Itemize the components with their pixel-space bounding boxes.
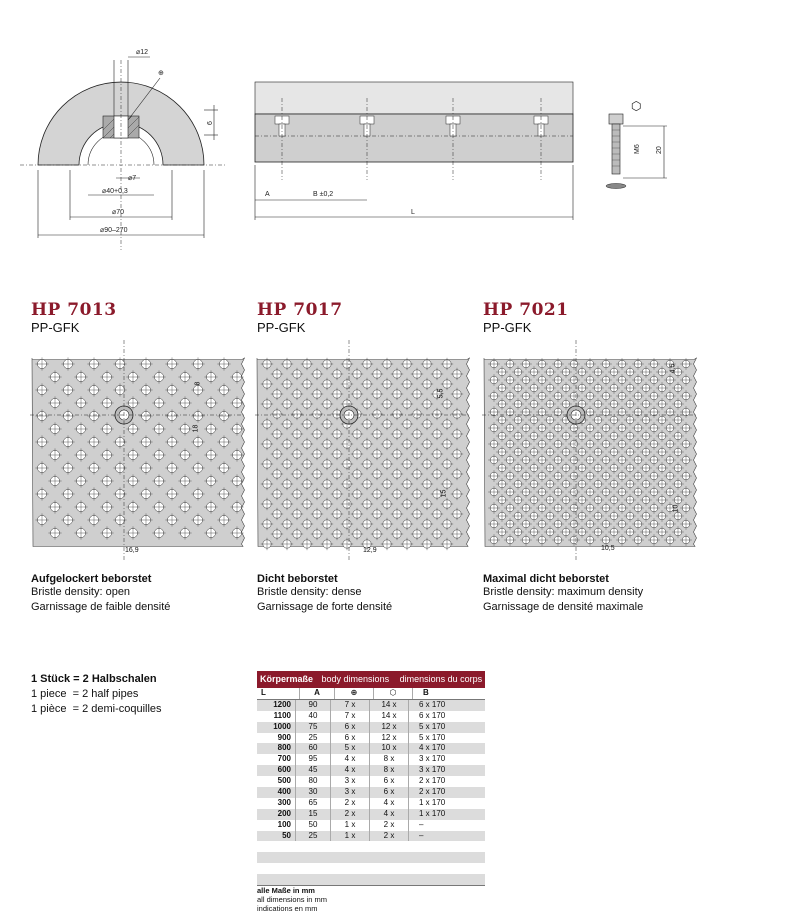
table-row (257, 776, 485, 787)
dim-7013-b: 18 (192, 424, 200, 433)
table-cell: 4 x (370, 798, 409, 809)
table-cell: 3 x 170 (419, 754, 446, 764)
table-cell: 45 (296, 765, 331, 776)
model-title: HP 7021 (483, 300, 569, 320)
table-row (257, 754, 485, 765)
col-b: B (423, 688, 429, 697)
table-cell: 100 (257, 820, 296, 831)
units-note (257, 886, 327, 913)
table-cell: – (419, 830, 424, 840)
table-cell: 800 (257, 743, 296, 754)
caption-fr: Garnissage de forte densité (257, 601, 393, 613)
table-cell: 3 x 170 (419, 765, 446, 775)
model-material: PP-GFK (257, 320, 306, 335)
dim-b: B ±0,2 (313, 191, 334, 198)
table-row (257, 722, 485, 733)
table-cell: 1 x (331, 831, 370, 842)
table-cell: 6 x (331, 722, 370, 733)
table-cell: 4 x (331, 754, 370, 765)
pattern-hp7017 (255, 340, 470, 565)
table-cell: 300 (257, 798, 296, 809)
dim-mid: ⌀70 (112, 209, 125, 216)
col-hex: ⬡ (374, 688, 413, 699)
table-cell: 3 x (331, 776, 370, 787)
table-cell: 700 (257, 754, 296, 765)
caption-de: Maximal dicht beborstet (483, 573, 609, 585)
unit-de: alle Maße in mm (257, 886, 315, 895)
table-row (257, 711, 485, 722)
table-cell: 95 (296, 754, 331, 765)
table-cell: 60 (296, 743, 331, 754)
model-material: PP-GFK (31, 320, 80, 335)
model-material: PP-GFK (483, 320, 532, 335)
col-bolt: ⊕ (335, 688, 374, 699)
side-view-drawing (245, 70, 585, 230)
table-cell: 5 x 170 (419, 732, 446, 742)
table-cell: 15 (296, 809, 331, 820)
table-cell: 200 (257, 809, 296, 820)
caption-en: Bristle density: open (31, 586, 131, 598)
table-cell: 30 (296, 787, 331, 798)
model-title: HP 7017 (257, 300, 343, 320)
table-cell: 500 (257, 776, 296, 787)
table-body (257, 700, 485, 842)
unit-en: all dimensions in mm (257, 895, 328, 904)
table-cell: 50 (296, 820, 331, 831)
table-filler (257, 841, 485, 886)
table-cell: 1100 (257, 711, 296, 722)
table-cell: 25 (296, 733, 331, 744)
table-cell: 2 x (370, 820, 409, 831)
table-cell: 3 x (331, 787, 370, 798)
table-row (257, 733, 485, 744)
dim-7021-a: 4,5 (669, 363, 677, 374)
note-fr: 1 pièce = 2 demi-coquilles (31, 703, 162, 715)
table-row (257, 820, 485, 831)
table-header (257, 671, 485, 688)
dim-l: L (411, 209, 415, 216)
table-cell: 6 x 170 (419, 710, 446, 720)
table-cell: 1 x 170 (419, 808, 446, 818)
note-en: 1 piece = 2 half pipes (31, 688, 139, 700)
dim-7017-c: 12,9 (363, 547, 377, 554)
table-cell: 4 x 170 (419, 743, 446, 753)
table-cell: 14 x (370, 700, 409, 711)
model-hp7013 (31, 300, 117, 335)
model-hp7017 (257, 300, 343, 335)
pattern-hp7021 (482, 340, 697, 565)
table-cell: 12 x (370, 733, 409, 744)
table-cell: 2 x 170 (419, 787, 446, 797)
table-cell: 25 (296, 831, 331, 842)
table-row (257, 809, 485, 820)
table-cell: 12 x (370, 722, 409, 733)
hex-symbol: ⬡ (631, 99, 642, 113)
table-cell: 4 x (370, 809, 409, 820)
dim-length: 20 (656, 146, 663, 154)
table-row (257, 798, 485, 809)
caption-de: Aufgelockert beborstet (31, 573, 152, 585)
table-cell: 2 x (370, 831, 409, 842)
table-cell: 4 x (331, 765, 370, 776)
caption-fr: Garnissage de densité maximale (483, 601, 644, 613)
col-l: L (257, 688, 300, 699)
dim-7021-b: 10 (672, 504, 680, 513)
dim-7021-c: 10,5 (601, 545, 615, 552)
table-cell: 1200 (257, 700, 296, 711)
table-cell: 80 (296, 776, 331, 787)
table-cell: 7 x (331, 700, 370, 711)
dim-7017-b: 15 (440, 489, 448, 498)
dim-7013-c: 16,9 (125, 547, 139, 554)
table-cell: 7 x (331, 711, 370, 722)
table-cell: – (419, 819, 424, 829)
table-cell: 90 (296, 700, 331, 711)
caption-fr: Garnissage de faible densité (31, 601, 171, 613)
table-cell: 2 x 170 (419, 776, 446, 786)
table-cell: 1000 (257, 722, 296, 733)
caption-en: Bristle density: maximum density (483, 586, 644, 598)
unit-fr: indications en mm (257, 904, 318, 913)
dim-thread: M6 (634, 144, 641, 154)
table-cell: 10 x (370, 743, 409, 754)
body-dimensions-table (257, 671, 485, 886)
table-cell: 2 x (331, 809, 370, 820)
dim-bore: ⌀40+0,3 (102, 188, 128, 195)
table-cell: 65 (296, 798, 331, 809)
caption-de: Dicht beborstet (257, 573, 338, 585)
caption-hp7017 (257, 573, 392, 615)
note-de: 1 Stück = 2 Halbschalen (31, 673, 157, 685)
table-title-de: Körpermaße (260, 674, 314, 684)
screw-drawing (595, 90, 675, 210)
table-cell: 1 x 170 (419, 797, 446, 807)
dim-hole: ⌀12 (136, 49, 149, 56)
model-title: HP 7013 (31, 300, 117, 320)
table-cell: 50 (257, 831, 296, 842)
table-cell: 75 (296, 722, 331, 733)
halfpipe-drawing (0, 0, 240, 250)
table-cell: 6 x (331, 733, 370, 744)
table-cell: 400 (257, 787, 296, 798)
caption-hp7013 (31, 573, 170, 615)
table-cell: 600 (257, 765, 296, 776)
table-cell: 5 x 170 (419, 721, 446, 731)
table-title-en: body dimensions (321, 674, 390, 684)
caption-hp7021 (483, 573, 643, 615)
table-cell: 14 x (370, 711, 409, 722)
table-cell: 6 x (370, 776, 409, 787)
table-cell: 2 x (331, 798, 370, 809)
table-cell: 5 x (331, 743, 370, 754)
table-cell: 900 (257, 733, 296, 744)
table-cell: 8 x (370, 765, 409, 776)
dim-a: A (265, 191, 270, 198)
dim-height: 6 (207, 121, 214, 125)
table-cell: 6 x (370, 787, 409, 798)
table-cell: 1 x (331, 820, 370, 831)
table-cell: 40 (296, 711, 331, 722)
table-columns (257, 688, 485, 700)
dim-7013-a: 8 (194, 381, 202, 386)
caption-en: Bristle density: dense (257, 586, 362, 598)
table-cell: 8 x (370, 754, 409, 765)
dim-symbol: ⊕ (158, 70, 164, 77)
table-row (257, 831, 485, 842)
table-row (257, 700, 485, 711)
piece-note (31, 672, 162, 717)
pattern-hp7013 (30, 340, 245, 565)
table-title-fr: dimensions du corps (399, 674, 483, 684)
table-row (257, 765, 485, 776)
table-row (257, 743, 485, 754)
table-row (257, 787, 485, 798)
dim-inner: ⌀7 (128, 175, 137, 182)
col-a: A (300, 688, 335, 699)
dim-outer: ⌀90–270 (100, 227, 128, 234)
dim-7017-a: 5,5 (437, 388, 445, 399)
table-cell: 6 x 170 (419, 699, 446, 709)
model-hp7021 (483, 300, 569, 335)
